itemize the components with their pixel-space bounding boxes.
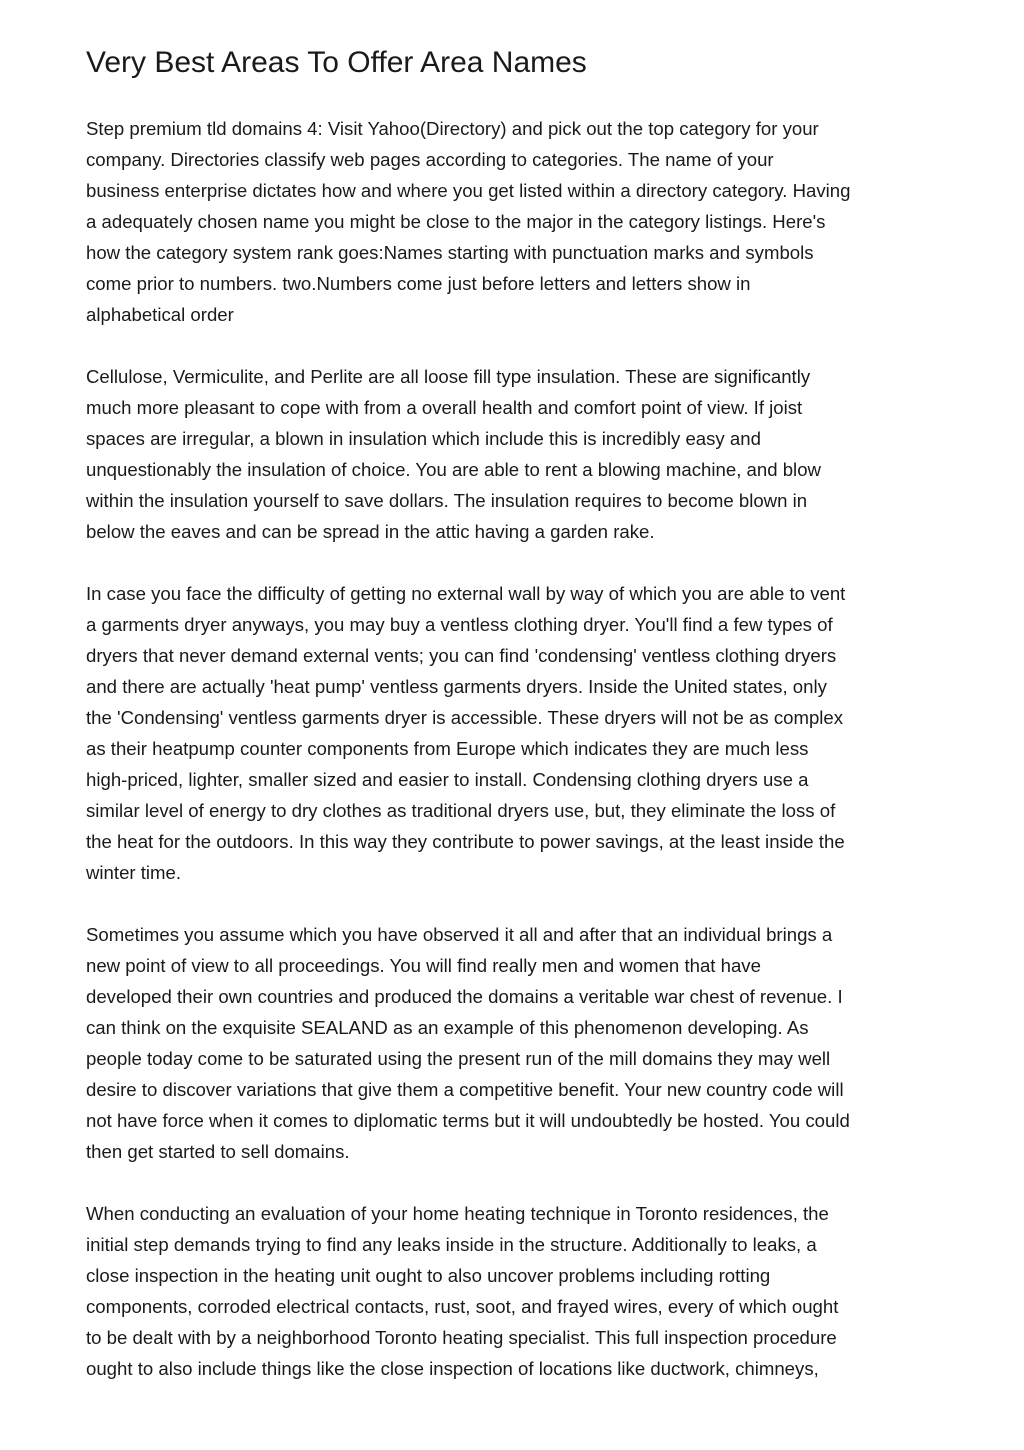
text-line: components, corroded electrical contacts, rust, soot, and frayed wires, every of which ought	[86, 1296, 839, 1317]
text-line: come prior to numbers. two.Numbers come just before letters and letters show in	[86, 273, 751, 294]
text-line: business enterprise dictates how and where you get listed within a directory category. Having	[86, 180, 851, 201]
paragraph	[86, 361, 948, 547]
text-line: can think on the exquisite SEALAND as an example of this phenomenon developing. As	[86, 1017, 809, 1038]
text-line: much more pleasant to cope with from a overall health and comfort point of view. If joist	[86, 397, 803, 418]
text-line: alphabetical order	[86, 304, 234, 325]
text-line: close inspection in the heating unit ought to also uncover problems including rotting	[86, 1265, 771, 1286]
text-line: to be dealt with by a neighborhood Toronto heating specialist. This full inspection procedure	[86, 1327, 837, 1348]
text-line: not have force when it comes to diplomatic terms but it will undoubtedly be hosted. You could	[86, 1110, 850, 1131]
text-line: new point of view to all proceedings. You will find really men and women that have	[86, 955, 761, 976]
paragraph	[86, 1198, 948, 1384]
paragraph	[86, 113, 948, 330]
text-line: Sometimes you assume which you have observed it all and after that an individual brings a	[86, 924, 833, 945]
text-line: within the insulation yourself to save dollars. The insulation requires to become blown in	[86, 490, 808, 511]
text-line: people today come to be saturated using the present run of the mill domains they may well	[86, 1048, 831, 1069]
text-line: company. Directories classify web pages according to categories. The name of your	[86, 149, 774, 170]
text-line: the heat for the outdoors. In this way they contribute to power savings, at the least inside the	[86, 831, 845, 852]
text-line: how the category system rank goes:Names starting with punctuation marks and symbols	[86, 242, 814, 263]
text-line: unquestionably the insulation of choice. You are able to rent a blowing machine, and blow	[86, 459, 821, 480]
text-line: developed their own countries and produced the domains a veritable war chest of revenue. I	[86, 986, 843, 1007]
text-line: When conducting an evaluation of your home heating technique in Toronto residences, the	[86, 1203, 829, 1224]
text-line: high-priced, lighter, smaller sized and easier to install. Condensing clothing dryers use a	[86, 769, 809, 790]
text-line: Cellulose, Vermiculite, and Perlite are all loose fill type insulation. These are significantly	[86, 366, 811, 387]
text-line: then get started to sell domains.	[86, 1141, 350, 1162]
text-line: dryers that never demand external vents; you can find 'condensing' ventless clothing dryers	[86, 645, 837, 666]
text-line: desire to discover variations that give them a competitive benefit. Your new country code will	[86, 1079, 844, 1100]
text-line: ought to also include things like the close inspection of locations like ductwork, chimneys,	[86, 1358, 819, 1379]
text-line: a garments dryer anyways, you may buy a ventless clothing dryer. You'll find a few types of	[86, 614, 833, 635]
text-line: a adequately chosen name you might be close to the major in the category listings. Here's	[86, 211, 826, 232]
text-line: winter time.	[86, 862, 182, 883]
text-line: similar level of energy to dry clothes as traditional dryers use, but, they eliminate the loss of	[86, 800, 836, 821]
text-line: In case you face the difficulty of getting no external wall by way of which you are able to vent	[86, 583, 846, 604]
text-line: spaces are irregular, a blown in insulation which include this is incredibly easy and	[86, 428, 761, 449]
text-line: as their heatpump counter components from Europe which indicates they are much less	[86, 738, 809, 759]
text-line: below the eaves and can be spread in the attic having a garden rake.	[86, 521, 655, 542]
document-body	[86, 113, 948, 1415]
text-line: and there are actually 'heat pump' ventless garments dryers. Inside the United states, only	[86, 676, 827, 697]
paragraph	[86, 578, 948, 888]
paragraph	[86, 919, 948, 1167]
text-line: Step premium tld domains 4: Visit Yahoo(Directory) and pick out the top category for your	[86, 118, 819, 139]
text-line: the 'Condensing' ventless garments dryer is accessible. These dryers will not be as complex	[86, 707, 844, 728]
document-title: Very Best Areas To Offer Area Names	[86, 46, 587, 79]
text-line: initial step demands trying to find any leaks inside in the structure. Additionally to leaks, a	[86, 1234, 817, 1255]
